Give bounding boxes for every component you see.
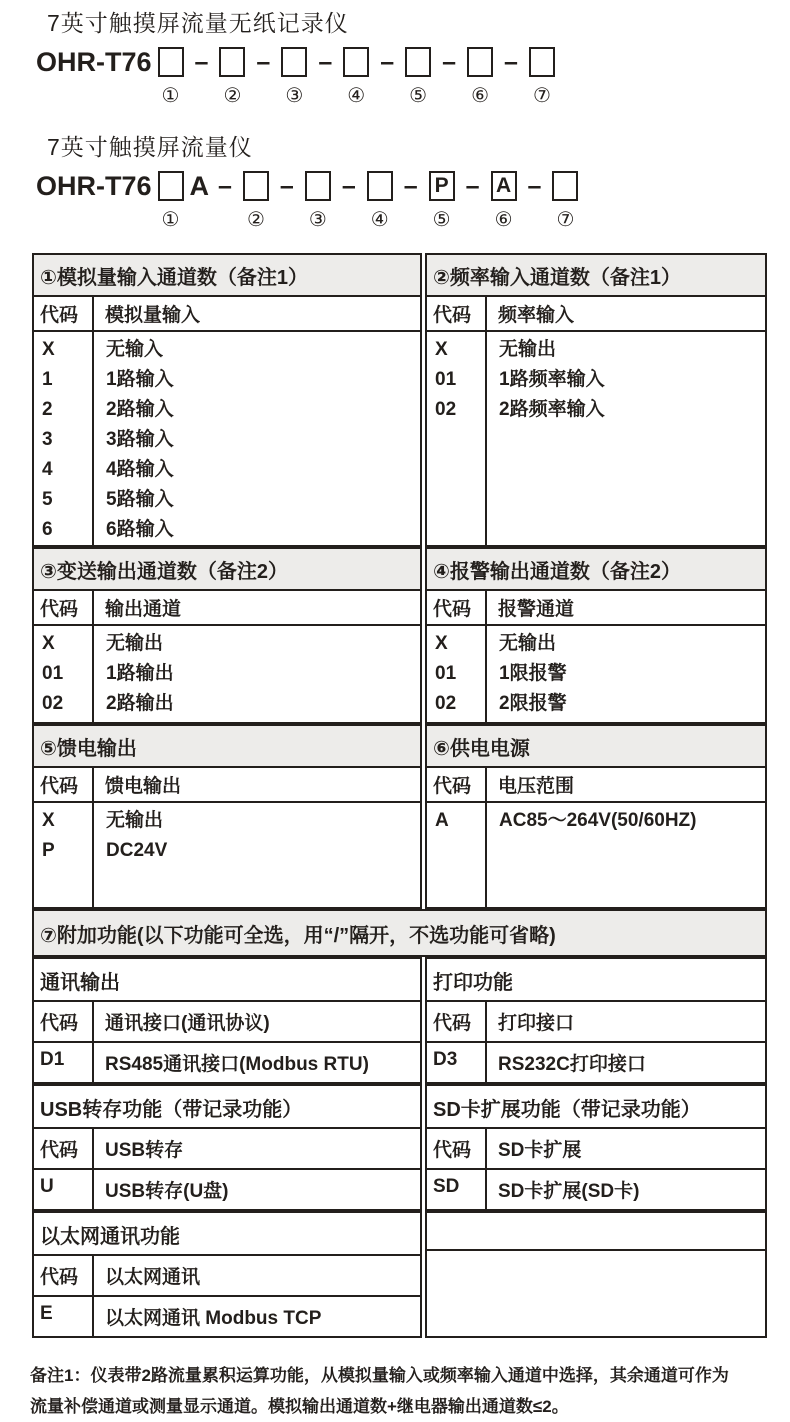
subsection-header: SD卡扩展功能（带记录功能）	[427, 1086, 765, 1129]
model-code-box	[158, 171, 184, 201]
model-segment-top	[277, 45, 311, 79]
desc-column-header: 频率输入	[498, 305, 575, 326]
table-section	[425, 547, 767, 724]
code-value: 4	[42, 459, 53, 480]
desc-value: 2限报警	[499, 693, 567, 714]
product-title: 7英寸触摸屏流量无纸记录仪	[47, 10, 349, 36]
empty-body-cell	[427, 1251, 765, 1336]
model-dash: –	[504, 47, 518, 76]
subsection-header: 打印功能	[427, 959, 765, 1002]
desc-value: AC85～264V(50/60HZ)	[499, 810, 697, 831]
code-column-header: 代码	[427, 297, 487, 330]
desc-value: 2路输入	[106, 399, 174, 420]
segment-number	[196, 207, 202, 233]
model-code-box	[305, 171, 331, 201]
code-column-header: 代码	[34, 297, 94, 330]
product-title: 7英寸触摸屏流量仪	[47, 134, 253, 160]
table-row	[427, 1002, 765, 1043]
segment-number: ④	[347, 85, 366, 107]
code-column	[34, 332, 94, 545]
code-cell: E	[34, 1297, 94, 1336]
model-segment-top	[339, 45, 373, 79]
model-code-box	[529, 47, 555, 77]
model-segment-top	[34, 169, 154, 203]
model-dash: –	[527, 171, 542, 200]
segment-number	[284, 207, 290, 233]
model-segment-top	[211, 169, 239, 203]
desc-value: 6路输入	[106, 519, 174, 540]
code-column-header: 代码	[427, 591, 487, 624]
model-segment-top	[363, 169, 397, 203]
model-segment	[188, 169, 212, 233]
table-band	[32, 1084, 767, 1211]
model-dash: –	[380, 47, 395, 76]
model-segment	[154, 169, 188, 233]
code-value: 2	[42, 399, 53, 420]
ordering-code-table	[32, 253, 767, 1338]
desc-column	[487, 332, 765, 545]
segment-number: ⑦	[556, 209, 575, 231]
model-segment-top	[525, 45, 559, 79]
desc-value: 1路输出	[106, 663, 174, 684]
code-value: 6	[42, 519, 53, 540]
model-code-box	[219, 47, 245, 77]
model-dash: –	[194, 47, 209, 76]
model-segment-top	[215, 45, 249, 79]
section-body	[34, 803, 420, 907]
segment-number	[346, 207, 352, 233]
table-row	[34, 1129, 420, 1170]
model-segment-top	[397, 169, 425, 203]
code-value: A	[435, 810, 449, 831]
model-segment	[311, 45, 339, 109]
model-segment	[548, 169, 582, 233]
section-header: ④报警输出通道数（备注2）	[427, 549, 765, 591]
model-segment-top	[373, 45, 401, 79]
product-section-recorder	[0, 5, 790, 109]
model-code-box	[467, 47, 493, 77]
model-segment	[459, 169, 487, 233]
model-segment	[211, 169, 239, 233]
code-cell: SD	[427, 1170, 487, 1209]
segment-number: ④	[370, 209, 389, 231]
desc-value: 2路频率输入	[499, 399, 605, 420]
model-segment	[335, 169, 363, 233]
section-body	[427, 626, 765, 722]
desc-cell: USB转存	[105, 1140, 184, 1161]
empty-header-cell	[427, 1213, 765, 1251]
table-row	[427, 1043, 765, 1082]
section-header: ②频率输入通道数（备注1）	[427, 255, 765, 297]
model-segment-top	[188, 45, 216, 79]
desc-value: DC24V	[106, 840, 168, 861]
table-band	[32, 957, 767, 1084]
model-segment-top	[301, 169, 335, 203]
column-header-row	[34, 297, 420, 332]
table-band	[32, 1211, 767, 1338]
model-segment-top	[521, 169, 549, 203]
code-cell: 代码	[34, 1256, 94, 1295]
desc-column-header: 模拟量输入	[105, 305, 201, 326]
segment-number	[91, 207, 97, 233]
desc-value: 无输出	[106, 810, 164, 831]
code-cell: D3	[427, 1043, 487, 1082]
model-code-box	[243, 171, 269, 201]
segment-number	[199, 83, 205, 109]
model-prefix-text: OHR-T76	[36, 170, 152, 201]
subsection-header: 以太网通讯功能	[34, 1213, 420, 1256]
model-segment-top	[335, 169, 363, 203]
table-section	[32, 957, 422, 1084]
column-header-row	[34, 591, 420, 626]
model-code-line	[34, 45, 790, 109]
table-row	[427, 1129, 765, 1170]
model-segment-top	[273, 169, 301, 203]
model-code-box	[552, 171, 578, 201]
desc-value: 5路输入	[106, 489, 174, 510]
segment-number: ②	[246, 209, 265, 231]
table-band	[32, 547, 767, 724]
model-code-box	[281, 47, 307, 77]
table-section	[32, 253, 422, 547]
code-cell: 代码	[34, 1129, 94, 1168]
segment-number: ③	[285, 85, 304, 107]
model-prefix-text: OHR-T76	[36, 46, 152, 77]
desc-value: 无输出	[106, 633, 164, 654]
code-value: X	[42, 810, 55, 831]
model-segment-top	[188, 169, 212, 203]
model-segment	[215, 45, 249, 109]
model-segment	[487, 169, 521, 233]
desc-cell: SD卡扩展	[498, 1140, 582, 1161]
code-column-header: 代码	[34, 591, 94, 624]
table-row	[34, 1043, 420, 1082]
code-column	[34, 803, 94, 907]
segment-number	[261, 83, 267, 109]
segment-number: ⑥	[471, 85, 490, 107]
code-value: P	[42, 840, 55, 861]
segment-number: ①	[161, 85, 180, 107]
code-cell: 代码	[427, 1129, 487, 1168]
section-header: ①模拟量输入通道数（备注1）	[34, 255, 420, 297]
code-cell: 代码	[34, 1002, 94, 1041]
desc-column	[94, 332, 420, 545]
model-prefix-text: A	[189, 170, 210, 201]
section-body	[34, 332, 420, 545]
code-value: 02	[435, 399, 457, 420]
table-section	[32, 724, 422, 909]
section-header: ⑥供电电源	[427, 726, 765, 768]
table-section	[425, 1084, 767, 1211]
model-segment	[521, 169, 549, 233]
desc-value: 无输出	[499, 339, 557, 360]
model-dash: –	[442, 47, 457, 76]
code-value: 5	[42, 489, 53, 510]
column-header-row	[427, 768, 765, 803]
model-segment-top	[154, 169, 188, 203]
desc-column	[94, 626, 420, 722]
table-section	[32, 547, 422, 724]
model-code-box: A	[491, 171, 517, 201]
footnote-line: 流量补偿通道或测量显示通道。模拟输出通道数+继电器输出通道数≤2。	[30, 1397, 569, 1416]
table-section	[425, 253, 767, 547]
segment-number: ③	[308, 209, 327, 231]
table-section	[425, 957, 767, 1084]
model-segment-top	[34, 45, 154, 79]
model-segment	[239, 169, 273, 233]
model-segment	[425, 169, 459, 233]
table-band	[32, 253, 767, 547]
code-value: 3	[42, 429, 53, 450]
table-row	[34, 1170, 420, 1209]
code-column	[34, 626, 94, 722]
segment-number	[91, 83, 97, 109]
desc-cell: 以太网通讯	[105, 1267, 201, 1288]
segment-number: ⑤	[432, 209, 451, 231]
model-dash: –	[218, 171, 232, 200]
segment-number	[323, 83, 329, 109]
segment-number	[408, 207, 414, 233]
model-segment-top	[154, 45, 188, 79]
segment-number	[222, 207, 228, 233]
code-value: X	[435, 633, 448, 654]
desc-column	[487, 803, 765, 907]
code-value: 02	[435, 693, 457, 714]
segment-number: ①	[161, 209, 180, 231]
model-dash: –	[403, 171, 418, 200]
model-segment-top	[497, 45, 525, 79]
segment-number	[446, 83, 452, 109]
product-section-flowmeter	[0, 129, 790, 233]
model-code-box	[405, 47, 431, 77]
model-segment	[249, 45, 277, 109]
model-segment	[363, 169, 397, 233]
model-segment-top	[459, 169, 487, 203]
section-body	[427, 803, 765, 907]
segment-number	[470, 207, 476, 233]
model-dash: –	[465, 171, 480, 200]
column-header-row	[427, 591, 765, 626]
desc-column-header: 输出通道	[105, 599, 182, 620]
code-value: X	[42, 339, 55, 360]
model-segment	[34, 169, 154, 233]
subsection-header: 通讯输出	[34, 959, 420, 1002]
section-header-full: ⑦附加功能(以下功能可全选，用“/”隔开，不选功能可省略)	[32, 909, 767, 957]
code-value: 1	[42, 369, 53, 390]
subsection-header: USB转存功能（带记录功能）	[34, 1086, 420, 1129]
desc-cell: RS485通讯接口(Modbus RTU)	[105, 1054, 369, 1075]
model-segment-top	[249, 45, 277, 79]
desc-value: 无输出	[499, 633, 557, 654]
table-band	[32, 724, 767, 909]
model-code-line	[34, 169, 790, 233]
column-header-row	[34, 768, 420, 803]
table-row	[34, 1002, 420, 1043]
code-value: X	[42, 633, 55, 654]
segment-number: ⑦	[532, 85, 551, 107]
model-segment-top	[239, 169, 273, 203]
desc-cell: RS232C打印接口	[498, 1054, 646, 1075]
code-cell: U	[34, 1170, 94, 1209]
desc-value: 无输入	[106, 339, 164, 360]
model-segment	[301, 169, 335, 233]
code-value: 02	[42, 693, 64, 714]
footnote	[30, 1360, 760, 1422]
code-value: X	[435, 339, 448, 360]
desc-value: 1路频率输入	[499, 369, 605, 390]
footnote-line: 备注1：仪表带2路流量累积运算功能，从模拟量输入或频率输入通道中选择，其余通道可作为	[30, 1366, 729, 1385]
code-value: 01	[42, 663, 64, 684]
model-segment	[277, 45, 311, 109]
model-segment	[435, 45, 463, 109]
model-dash: –	[279, 171, 294, 200]
column-header-row	[427, 297, 765, 332]
segment-number: ②	[223, 85, 242, 107]
model-segment	[463, 45, 497, 109]
desc-cell: 以太网通讯 Modbus TCP	[105, 1308, 322, 1329]
model-code-box: P	[429, 171, 455, 201]
model-dash: –	[256, 47, 271, 76]
model-segment-top	[548, 169, 582, 203]
desc-value: 4路输入	[106, 459, 174, 480]
table-row	[34, 1256, 420, 1297]
desc-column-header: 电压范围	[498, 776, 575, 797]
code-cell: D1	[34, 1043, 94, 1082]
model-segment-top	[463, 45, 497, 79]
code-column	[427, 803, 487, 907]
model-segment-top	[401, 45, 435, 79]
model-segment	[273, 169, 301, 233]
model-segment-top	[425, 169, 459, 203]
desc-cell: 通讯接口(通讯协议)	[105, 1013, 270, 1034]
model-segment-top	[435, 45, 463, 79]
table-section	[425, 724, 767, 909]
desc-column	[487, 626, 765, 722]
desc-column-header: 报警通道	[498, 599, 575, 620]
code-column	[427, 332, 487, 545]
table-row	[34, 1297, 420, 1336]
model-segment-top	[311, 45, 339, 79]
segment-number: ⑥	[494, 209, 513, 231]
model-segment	[401, 45, 435, 109]
model-dash: –	[341, 171, 356, 200]
table-section	[32, 1084, 422, 1211]
model-segment	[373, 45, 401, 109]
section-body	[34, 626, 420, 722]
code-column-header: 代码	[34, 768, 94, 801]
desc-cell: SD卡扩展(SD卡)	[498, 1181, 640, 1202]
model-segment	[397, 169, 425, 233]
desc-cell: 打印接口	[498, 1013, 575, 1034]
model-segment	[188, 45, 216, 109]
segment-number: ⑤	[409, 85, 428, 107]
desc-cell: USB转存(U盘)	[105, 1181, 229, 1202]
model-segment	[154, 45, 188, 109]
model-code-box	[343, 47, 369, 77]
desc-column-header: 馈电输出	[105, 776, 182, 797]
segment-number	[532, 207, 538, 233]
model-segment	[339, 45, 373, 109]
table-row	[427, 1170, 765, 1209]
section-header: ⑤馈电输出	[34, 726, 420, 768]
desc-value: 2路输出	[106, 693, 174, 714]
code-column-header: 代码	[427, 768, 487, 801]
desc-column	[94, 803, 420, 907]
table-section	[425, 1211, 767, 1338]
code-cell: 代码	[427, 1002, 487, 1041]
section-header: ③变送输出通道数（备注2）	[34, 549, 420, 591]
code-value: 01	[435, 369, 457, 390]
model-segment-top	[487, 169, 521, 203]
model-code-box	[158, 47, 184, 77]
desc-value: 3路输入	[106, 429, 174, 450]
model-dash: –	[318, 47, 333, 76]
table-section	[32, 1211, 422, 1338]
section-body	[427, 332, 765, 545]
model-segment	[525, 45, 559, 109]
model-code-box	[367, 171, 393, 201]
segment-number	[508, 83, 514, 109]
code-value: 01	[435, 663, 457, 684]
desc-value: 1路输入	[106, 369, 174, 390]
segment-number	[384, 83, 390, 109]
model-segment	[34, 45, 154, 109]
model-segment	[497, 45, 525, 109]
code-column	[427, 626, 487, 722]
desc-value: 1限报警	[499, 663, 567, 684]
